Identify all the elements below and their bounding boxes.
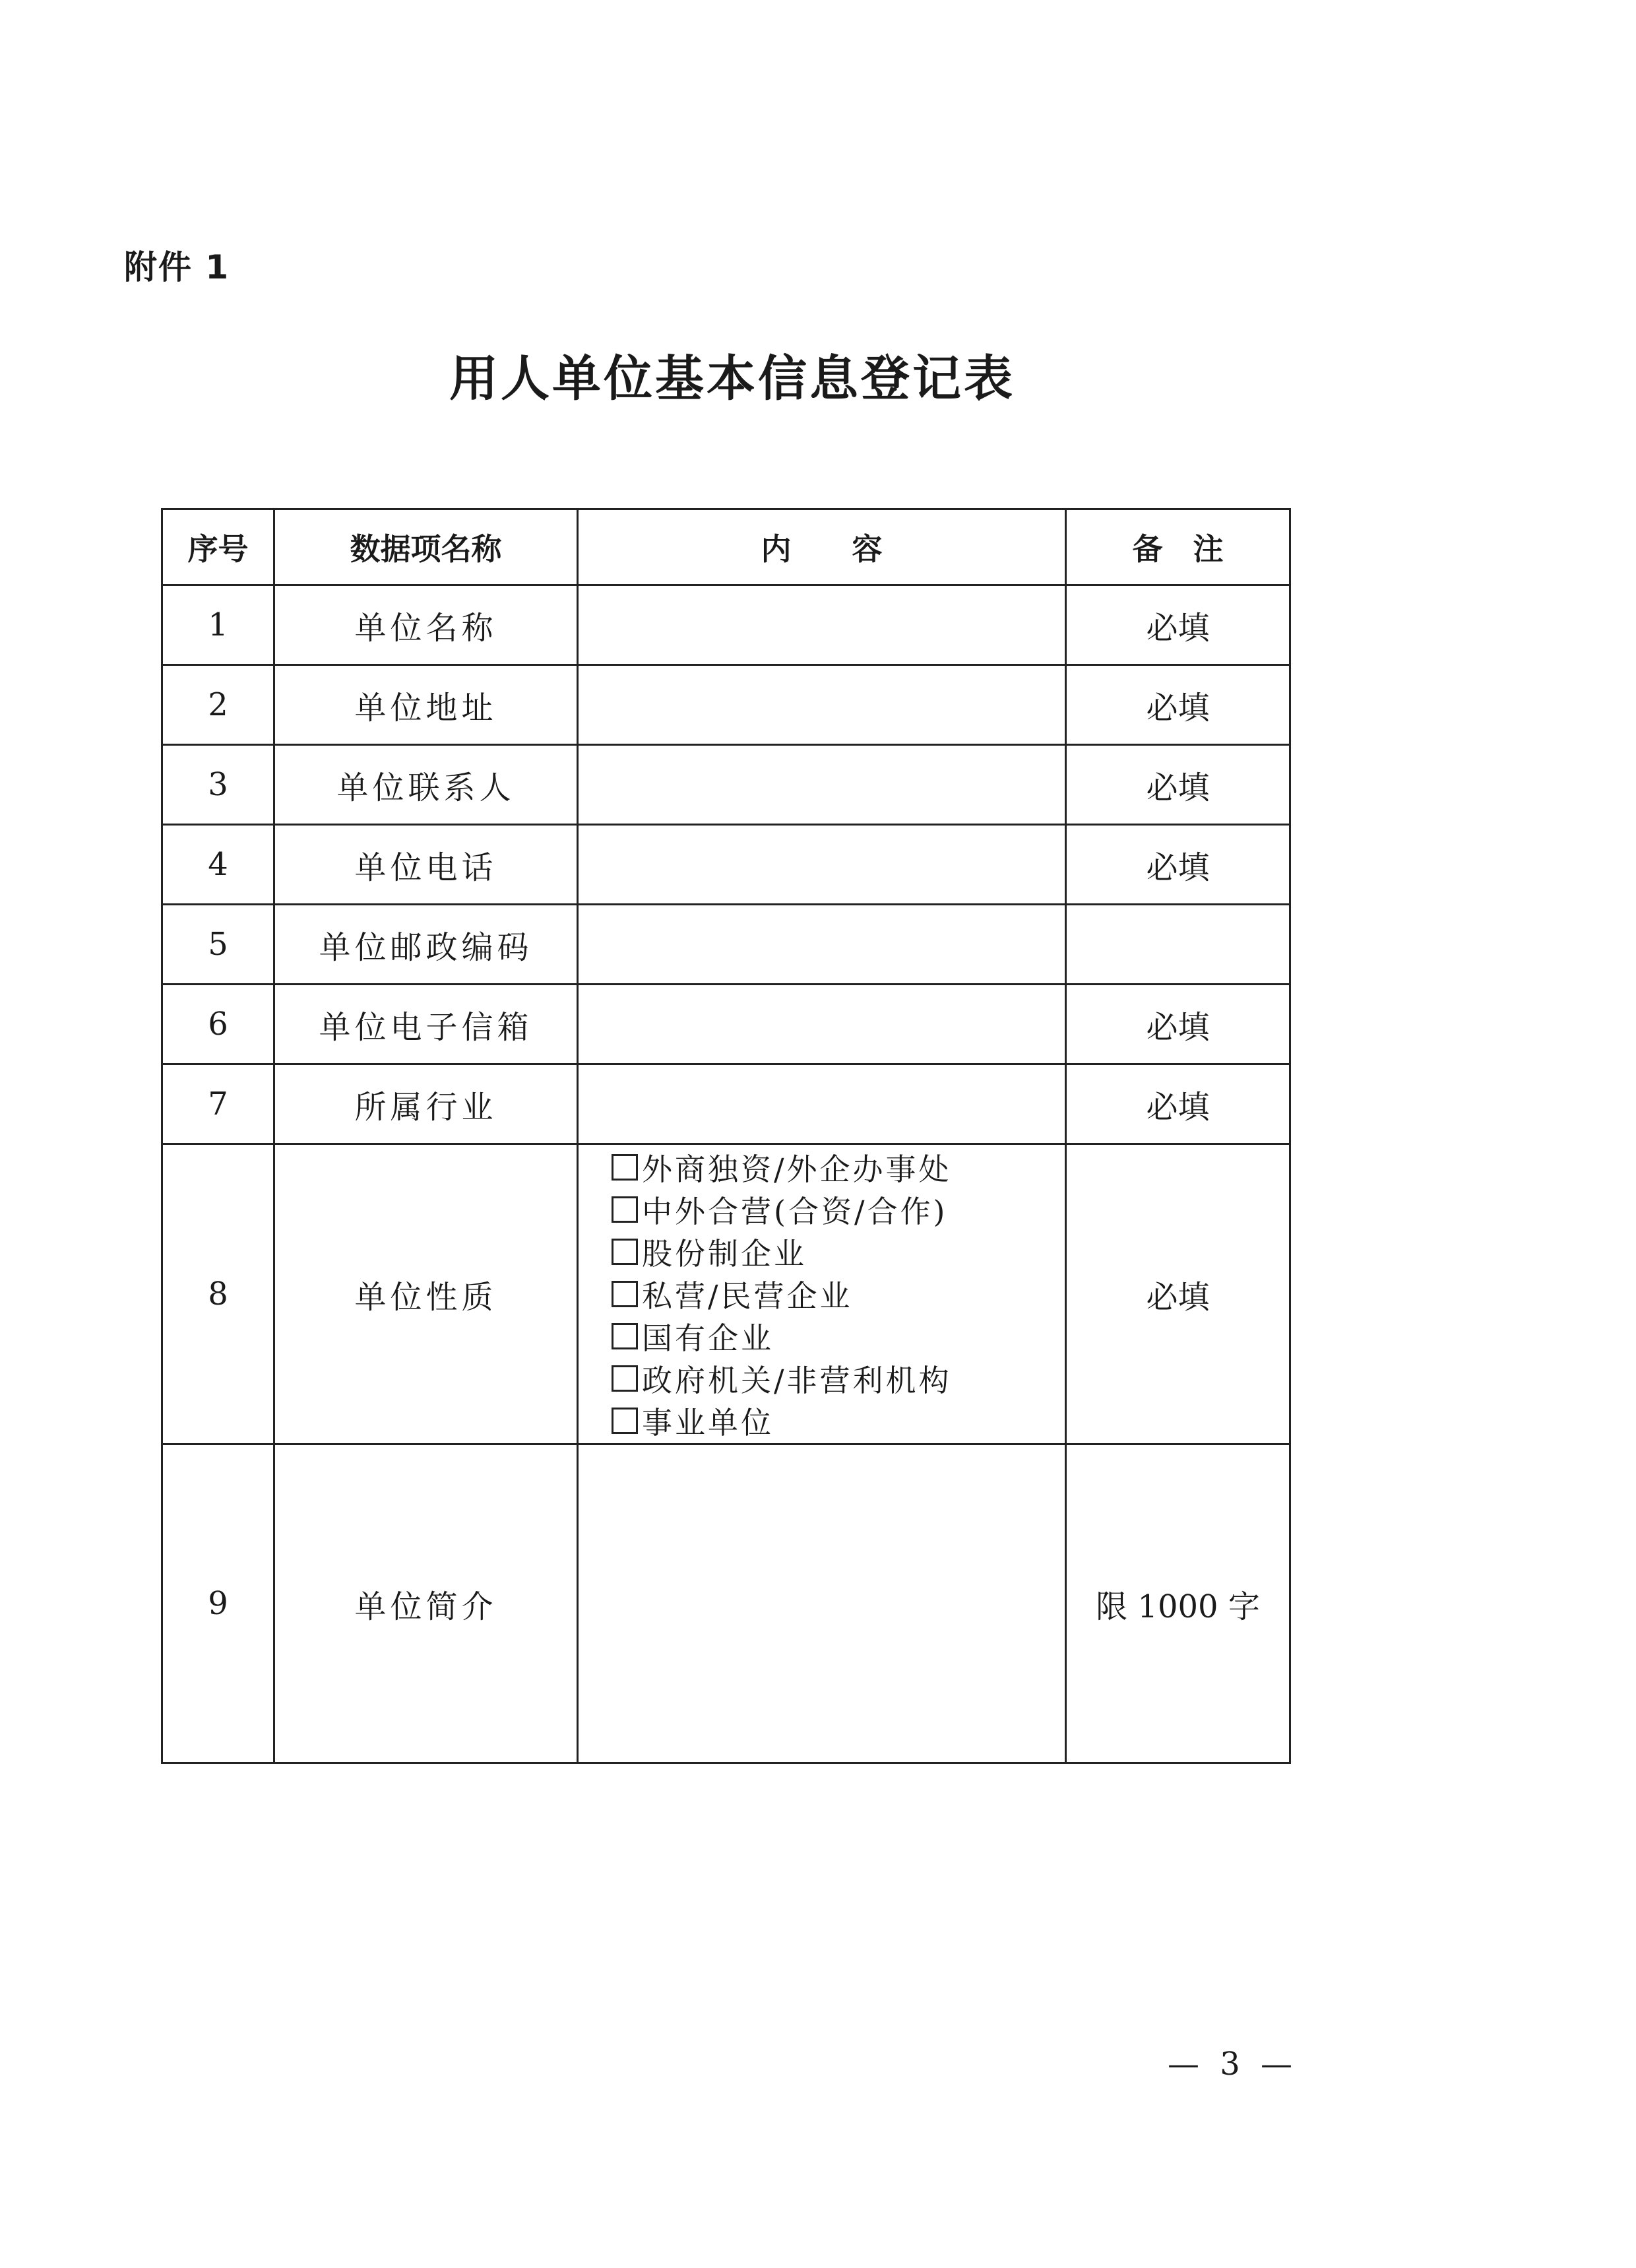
row-seq: 7 [162,1064,274,1144]
row-seq: 9 [162,1444,274,1763]
row-content-field[interactable] [578,665,1066,745]
page-number: — 3 — [1168,2046,1298,2083]
checkbox-icon[interactable] [612,1196,638,1223]
row-name: 单位地址 [274,665,578,745]
unit-type-option[interactable] [612,1357,1065,1400]
option-label: 国有企业 [642,1320,774,1356]
row-content-field[interactable] [578,1444,1066,1763]
checkbox-icon[interactable] [612,1323,638,1349]
row-note: 必填 [1066,665,1290,745]
unit-type-option[interactable] [612,1315,1065,1357]
table-row [162,1064,1290,1144]
registration-table [161,508,1291,1764]
row-content-field[interactable] [578,985,1066,1064]
checkbox-icon[interactable] [612,1239,638,1265]
form-title: 用人单位基本信息登记表 [449,350,1015,407]
row-name: 单位性质 [274,1144,578,1444]
row-note: 限 1000 字 [1066,1444,1290,1763]
row-seq: 1 [162,585,274,665]
row-note: 必填 [1066,985,1290,1064]
row-name: 单位简介 [274,1444,578,1763]
row-seq: 6 [162,985,274,1064]
row-note [1066,905,1290,985]
row-content-field[interactable] [578,585,1066,665]
option-label: 外商独资/外企办事处 [642,1151,952,1187]
checkbox-icon[interactable] [612,1154,638,1181]
row-seq: 2 [162,665,274,745]
table-row [162,905,1290,985]
header-seq: 序号 [162,509,274,585]
table-row [162,745,1290,825]
table-row [162,985,1290,1064]
header-note: 备 注 [1066,509,1290,585]
row-name: 单位电子信箱 [274,985,578,1064]
row-seq: 3 [162,745,274,825]
row-content-field[interactable] [578,825,1066,905]
option-label: 中外合营(合资/合作) [642,1194,948,1229]
attachment-label: 附件 1 [124,248,230,286]
table-row [162,665,1290,745]
row-seq: 5 [162,905,274,985]
row-note: 必填 [1066,1144,1290,1444]
option-label: 股份制企业 [642,1236,807,1272]
row-note: 必填 [1066,825,1290,905]
checkbox-icon[interactable] [612,1365,638,1392]
row-content-field[interactable] [578,905,1066,985]
table-row [162,1144,1290,1444]
row-note: 必填 [1066,585,1290,665]
unit-type-option[interactable] [612,1400,1065,1442]
checkbox-icon[interactable] [612,1281,638,1307]
row-name: 单位联系人 [274,745,578,825]
table-row [162,825,1290,905]
header-content: 内 容 [578,509,1066,585]
header-name: 数据项名称 [274,509,578,585]
row-seq: 4 [162,825,274,905]
unit-type-options [578,1144,1066,1444]
row-note: 必填 [1066,1064,1290,1144]
unit-type-option[interactable] [612,1146,1065,1188]
row-name: 单位电话 [274,825,578,905]
checkbox-icon[interactable] [612,1408,638,1434]
row-note: 必填 [1066,745,1290,825]
table-row [162,1444,1290,1763]
table-row [162,585,1290,665]
option-label: 私营/民营企业 [642,1278,853,1314]
unit-type-option[interactable] [612,1273,1065,1315]
row-name: 所属行业 [274,1064,578,1144]
option-label: 政府机关/非营利机构 [642,1363,952,1398]
table-header-row [162,509,1290,585]
row-name: 单位名称 [274,585,578,665]
option-label: 事业单位 [642,1405,774,1441]
row-content-field[interactable] [578,1064,1066,1144]
row-name: 单位邮政编码 [274,905,578,985]
row-content-field[interactable] [578,745,1066,825]
unit-type-option[interactable] [612,1231,1065,1273]
row-seq: 8 [162,1144,274,1444]
unit-type-option[interactable] [612,1188,1065,1231]
